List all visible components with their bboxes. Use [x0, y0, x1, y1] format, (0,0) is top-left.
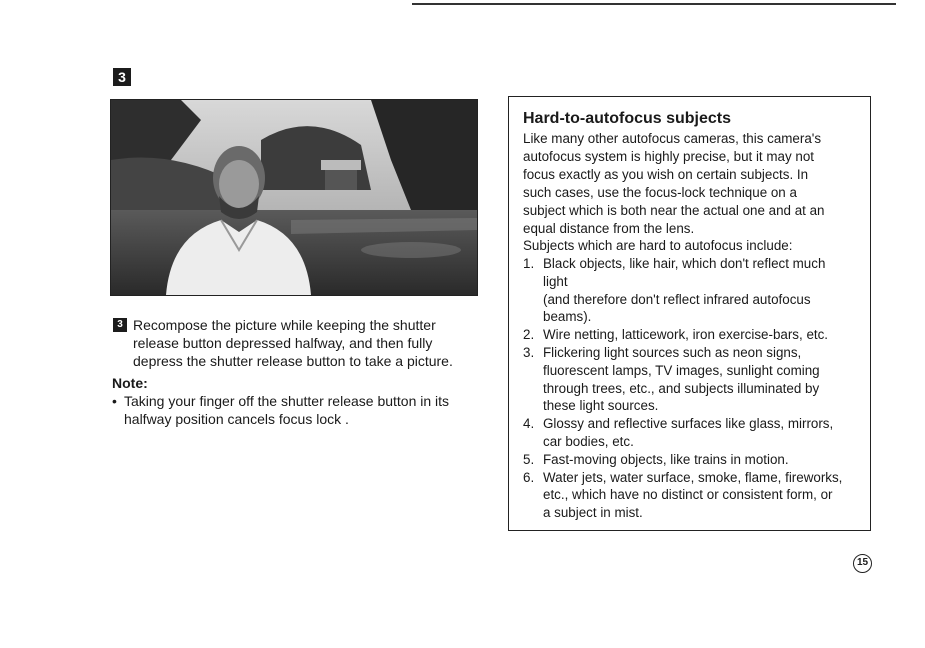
list-number: 6. [523, 469, 535, 485]
list-number: 1. [523, 256, 535, 271]
page-number: 15 [853, 554, 872, 573]
step-number-badge: 3 [113, 68, 131, 86]
intro-line: equal distance from the lens. [523, 220, 695, 236]
list-line: beams). [543, 309, 592, 325]
list-item [523, 451, 868, 469]
list-line: Glossy and reflective surfaces like glass, mirrors, [543, 416, 834, 432]
list-line: fluorescent lamps, TV images, sunlight coming [543, 362, 820, 378]
intro-line: such cases, use the focus-lock technique on a [523, 184, 797, 200]
bullet-icon: • [112, 393, 117, 409]
example-photo [110, 99, 478, 296]
note-title: Note: [112, 375, 148, 391]
list-line: Flickering light sources such as neon signs, [543, 344, 802, 360]
list-line: Water jets, water surface, smoke, flame, fireworks, [543, 469, 843, 485]
intro-line: Like many other autofocus cameras, this camera's [523, 131, 822, 146]
list-line: (and therefore don't reflect infrared autofocus [543, 291, 811, 307]
list-item [523, 469, 868, 522]
step-instruction: Recompose the picture while keeping the shutter release button depressed halfway, and then fully depress the shutter release button to take a picture. [133, 317, 453, 369]
step-caption [113, 316, 463, 370]
intro-line: focus exactly as you wish on certain subjects. In [523, 166, 809, 182]
list-number: 3. [523, 344, 535, 360]
list-line: through trees, etc., and subjects illuminated by [543, 380, 820, 396]
list-line: Black objects, like hair, which don't reflect much [543, 256, 826, 271]
info-box [508, 96, 871, 531]
box-intro [523, 130, 863, 255]
box-title: Hard-to-autofocus subjects [523, 110, 732, 127]
step-number-badge-small: 3 [113, 318, 127, 332]
list-line: light [543, 273, 568, 289]
list-line: a subject in mist. [543, 505, 643, 521]
list-item [523, 326, 868, 344]
note-text: Taking your finger off the shutter release button in its halfway position cancels focus lock . [124, 393, 450, 427]
subject-list [523, 255, 868, 522]
list-number: 4. [523, 416, 535, 432]
list-number: 5. [523, 451, 535, 467]
list-number: 2. [523, 327, 535, 343]
intro-line: autofocus system is highly precise, but it may not [523, 148, 815, 164]
note-block [112, 374, 472, 428]
list-line: these light sources. [543, 398, 659, 414]
list-line: etc., which have no distinct or consistent form, or [543, 487, 833, 503]
note-item [112, 392, 472, 428]
list-line: car bodies, etc. [543, 433, 634, 449]
list-item [523, 344, 868, 415]
list-item [523, 255, 868, 326]
list-line: Fast-moving objects, like trains in motion. [543, 451, 789, 467]
top-rule [412, 3, 896, 5]
list-line: Wire netting, latticework, iron exercise-bars, etc. [543, 327, 829, 343]
list-item [523, 415, 868, 451]
intro-line: Subjects which are hard to autofocus include: [523, 238, 793, 254]
intro-line: subject which is both near the actual one and at an [523, 202, 825, 218]
